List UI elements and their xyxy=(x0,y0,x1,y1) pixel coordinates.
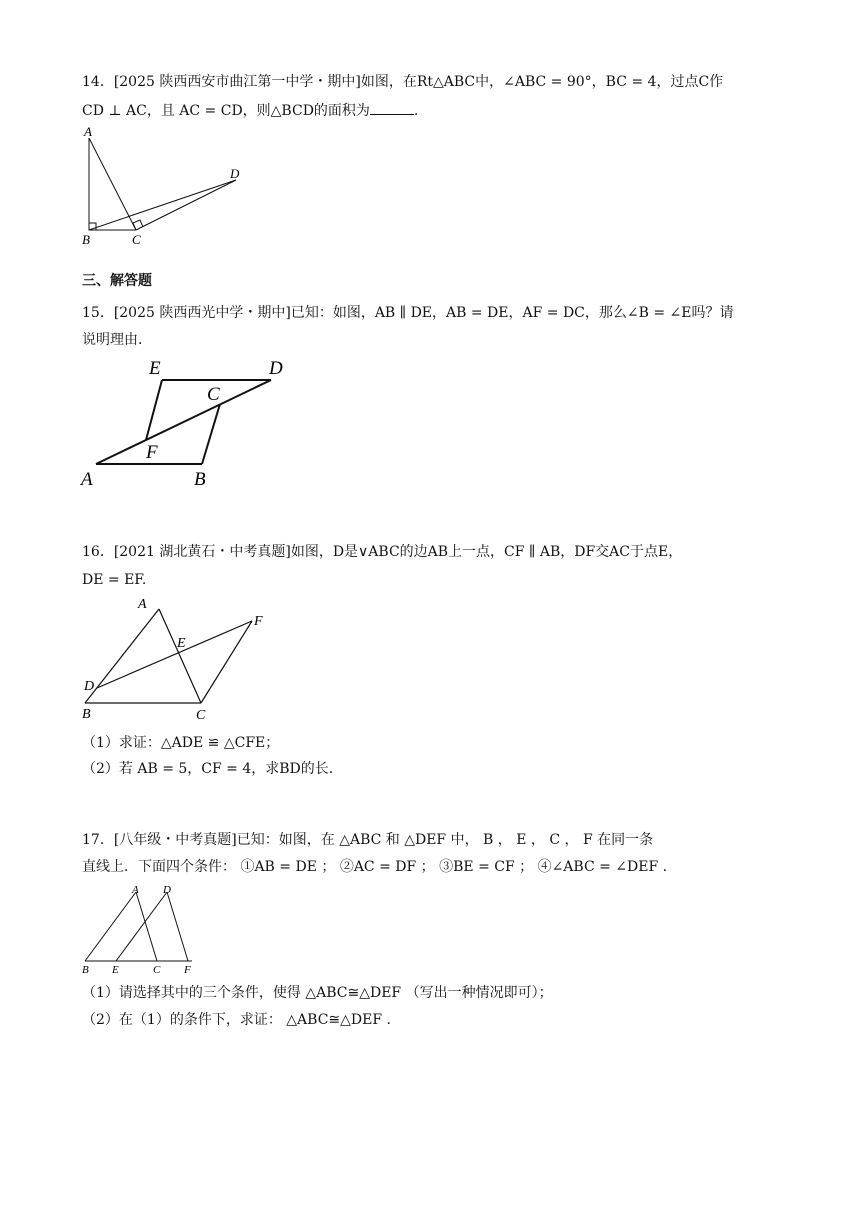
section-title: 三、解答题 xyxy=(82,273,152,289)
q15-label-e: E xyxy=(149,358,161,379)
q16-label-a: A xyxy=(138,597,147,612)
q16-line1: 16．[2021 湖北黄石・中考真题]如图，D是∨ABC的边AB上一点，CF ∥ AB，DF交AC于点E， xyxy=(82,544,683,560)
q17-part2: （2）在（1）的条件下，求证： △ABC≅△DEF . xyxy=(82,1012,391,1028)
q17-label-c: C xyxy=(153,964,161,976)
q14-label-d: D xyxy=(230,166,240,181)
q14-line2-end: . xyxy=(413,103,419,119)
q14-line1: 14．[2025 陕西西安市曲江第一中学・期中]如图，在Rt△ABC中，∠ABC = 90°，BC = 4，过点C作 xyxy=(82,74,724,90)
q16-part2: （2）若 AB = 5，CF = 4，求BD的长. xyxy=(82,761,334,777)
q14-label-c: C xyxy=(132,232,141,247)
q15-label-d: D xyxy=(269,358,283,379)
q14-answer-blank xyxy=(370,100,414,115)
q15-label-f: F xyxy=(146,442,158,463)
q17-label-a: A xyxy=(132,884,139,896)
q16-line2: DE = EF. xyxy=(82,572,147,588)
q17-line2: 直线上．下面四个条件： ①AB = DE ； ②AC = DF ； ③BE = CF ； ④∠ABC = ∠DEF . xyxy=(82,859,668,875)
q15-label-b: B xyxy=(194,469,206,490)
q16-part1: （1）求证：△ADE ≌ △CFE； xyxy=(82,735,280,751)
q15-line1: 15．[2025 陕西西光中学・期中]已知：如图，AB ∥ DE，AB = DE，AF = DC，那么∠B = ∠E吗？请 xyxy=(82,305,734,321)
q15-line2: 说明理由. xyxy=(82,332,143,348)
q14-label-b: B xyxy=(82,232,90,247)
q15-label-a: A xyxy=(81,469,93,490)
q16-figure xyxy=(76,592,286,728)
q16-label-e: E xyxy=(177,636,186,651)
q16-label-d: D xyxy=(84,679,95,694)
q17-label-b: B xyxy=(82,964,89,976)
q17-label-e: E xyxy=(112,964,119,976)
q15-label-c: C xyxy=(207,384,220,405)
q17-part1: （1）请选择其中的三个条件，使得 △ABC≅△DEF （写出一种情况即可）； xyxy=(82,985,553,1001)
q14-figure xyxy=(76,120,256,250)
q16-label-b: B xyxy=(82,707,91,722)
q17-figure xyxy=(76,880,206,980)
q14-line2-text: CD ⊥ AC，且 AC = CD，则△BCD的面积为 xyxy=(82,103,370,119)
q17-line1: 17．[八年级・中考真题]已知：如图，在 △ABC 和 △DEF 中， B ， E ， C ， F 在同一条 xyxy=(82,832,654,848)
q16-label-c: C xyxy=(196,708,206,723)
q15-figure xyxy=(76,352,296,492)
q17-label-d: D xyxy=(163,884,171,896)
q16-label-f: F xyxy=(254,614,263,629)
q14-label-a: A xyxy=(84,124,92,139)
q17-label-f: F xyxy=(184,964,191,976)
q14-line2 xyxy=(82,100,418,121)
